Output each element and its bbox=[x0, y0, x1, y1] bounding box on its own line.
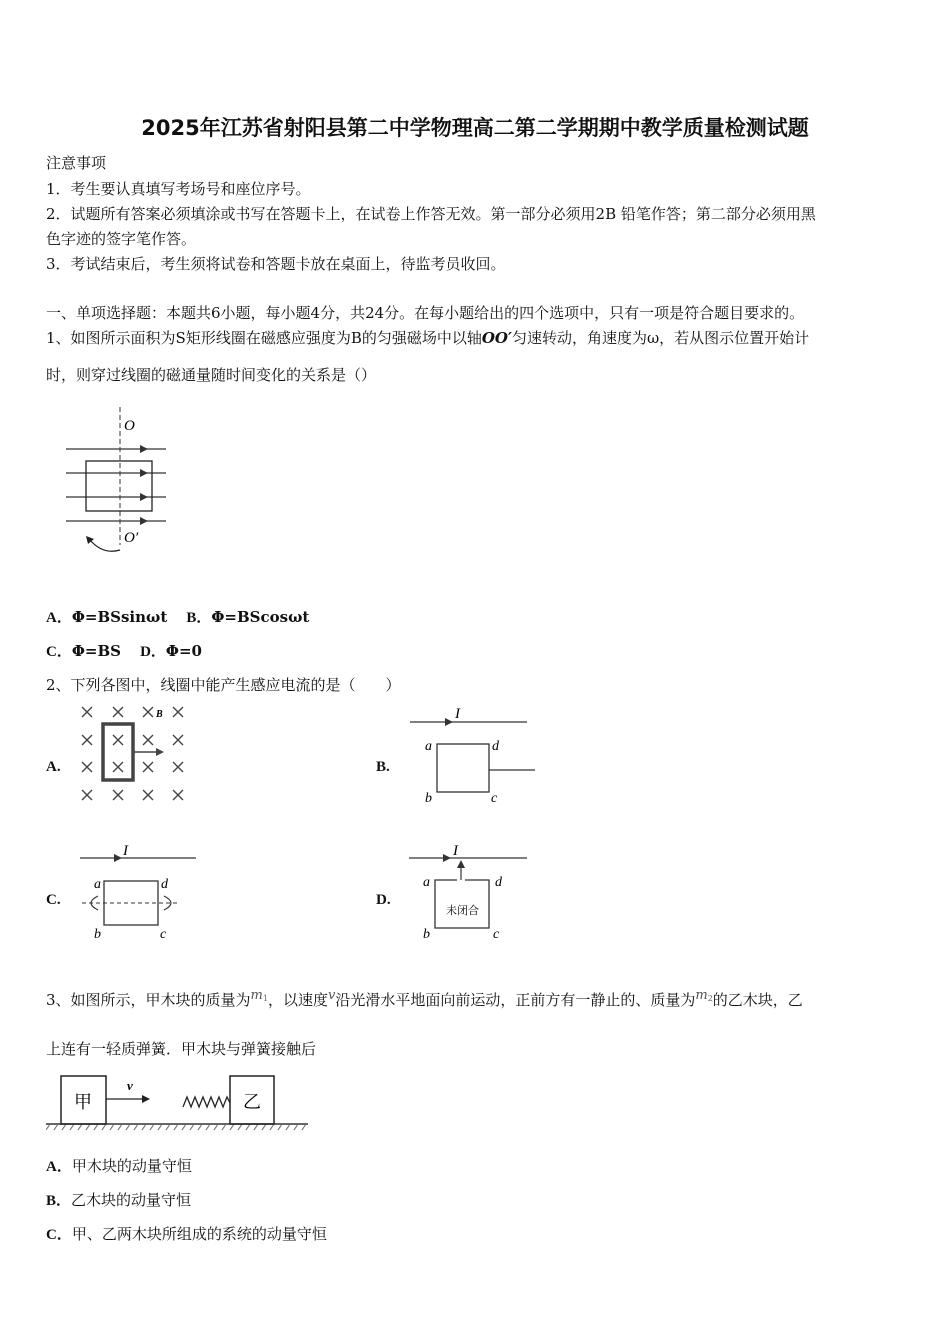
q3-option-b-text: 乙木块的动量守恒 bbox=[71, 1191, 192, 1209]
corner-b: b bbox=[425, 791, 432, 806]
field-arrowheads bbox=[140, 445, 148, 525]
axis-label-bottom: O′ bbox=[124, 530, 139, 546]
q2-option-a-label: A. bbox=[46, 759, 61, 775]
notice-item: 色字迹的签字笔作答。 bbox=[46, 230, 197, 248]
q1-text-b: 匀速转动，角速度为ω，若从图示位置开始计 bbox=[511, 329, 810, 347]
rotation-arrow bbox=[90, 540, 120, 551]
q1-coil-figure bbox=[58, 405, 178, 560]
q1-option-c-label: C． bbox=[46, 644, 72, 660]
corner-a: a bbox=[423, 875, 430, 890]
q1-stem-line2: 时，则穿过线圈的磁通量随时间变化的关系是（） bbox=[46, 366, 377, 384]
ground-hatching bbox=[46, 1124, 306, 1130]
current-label: I bbox=[455, 706, 460, 722]
q2-option-b-label: B. bbox=[376, 759, 390, 775]
q3-stem-line2: 上连有一轻质弹簧．甲木块与弹簧接触后 bbox=[46, 1040, 317, 1058]
q3-option-c-text: 甲、乙两木块所组成的系统的动量守恒 bbox=[71, 1225, 327, 1243]
q3-text-b: ，以速度 bbox=[267, 991, 328, 1009]
q2-option-c-label: C. bbox=[46, 892, 61, 908]
q3-mass1-sub: 1 bbox=[262, 994, 268, 1003]
corner-d: d bbox=[161, 877, 168, 892]
q3-mass1: m bbox=[250, 988, 263, 1003]
q3-option-a-text: 甲木块的动量守恒 bbox=[71, 1157, 192, 1175]
q1-option-b-text: Φ=BScosωt bbox=[211, 608, 310, 626]
velocity-arrowhead bbox=[156, 748, 164, 756]
q3-velocity: v bbox=[327, 988, 336, 1003]
q3-stem-line1 bbox=[46, 988, 803, 1010]
coil-b bbox=[437, 744, 489, 792]
q2-figure-a bbox=[72, 700, 197, 810]
q3-option-a-label: A． bbox=[46, 1159, 72, 1175]
q3-option-b bbox=[46, 1189, 191, 1210]
q2-figure-b bbox=[405, 702, 535, 807]
section-heading: 一、单项选择题：本题共6小题，每小题4分，共24分。在每小题给出的四个选项中，只有一项是符合题目要求的。 bbox=[46, 304, 805, 322]
page-title: 2025年江苏省射阳县第二中学物理高二第二学期期中教学质量检测试题 bbox=[141, 116, 809, 140]
velocity-label: v bbox=[127, 1078, 133, 1093]
corner-a: a bbox=[94, 877, 101, 892]
q2-option-d-label: D. bbox=[376, 892, 391, 908]
q1-stem-line1 bbox=[46, 327, 809, 348]
current-label: I bbox=[453, 843, 458, 859]
notice-heading: 注意事项 bbox=[46, 154, 107, 172]
corner-c: c bbox=[493, 927, 500, 942]
q3-option-c bbox=[46, 1223, 327, 1244]
spring bbox=[183, 1097, 230, 1107]
corner-d: d bbox=[495, 875, 502, 890]
axis-label-top: O bbox=[124, 418, 135, 434]
block-jia-label: 甲 bbox=[74, 1092, 92, 1112]
unclosed-coil bbox=[435, 880, 489, 928]
q1-option-a-label: A． bbox=[46, 610, 72, 626]
corner-c: c bbox=[160, 927, 167, 942]
q3-option-a bbox=[46, 1155, 192, 1176]
q1-option-d-label: D． bbox=[140, 644, 166, 660]
corner-a: a bbox=[425, 739, 432, 754]
q1-axis: OO′ bbox=[481, 329, 512, 347]
q3-text-a: 3、如图所示，甲木块的质量为 bbox=[46, 991, 251, 1009]
q2-stem: 2、下列各图中，线圈中能产生感应电流的是（ ） bbox=[46, 676, 401, 694]
coil-a bbox=[103, 724, 133, 780]
corner-c: c bbox=[491, 791, 498, 806]
q1-text-a: 1、如图所示面积为S矩形线圈在磁感应强度为B的匀强磁场中以轴 bbox=[46, 329, 482, 347]
current-arrowhead bbox=[445, 718, 453, 726]
corner-b: b bbox=[94, 927, 101, 942]
q2-figure-c bbox=[76, 838, 201, 948]
notice-item: 3．考试结束后，考生须将试卷和答题卡放在桌面上，待监考员收回。 bbox=[46, 255, 506, 273]
q3-mass2-sub: 2 bbox=[707, 994, 713, 1003]
q1-option-b-label: B． bbox=[186, 610, 212, 626]
notice-item: 1．考生要认真填写考场号和座位序号。 bbox=[46, 180, 311, 198]
q3-text-d: 的乙木块，乙 bbox=[712, 991, 803, 1009]
lead-arrowhead bbox=[457, 860, 465, 868]
unclosed-label: 未闭合 bbox=[446, 905, 479, 917]
q3-blocks-figure bbox=[46, 1068, 311, 1136]
block-yi-label: 乙 bbox=[243, 1092, 261, 1112]
q2-figure-d bbox=[405, 838, 535, 948]
field-lines bbox=[66, 449, 166, 521]
current-arrowhead bbox=[114, 854, 122, 862]
field-label: B bbox=[156, 709, 163, 720]
q1-options-row1 bbox=[46, 606, 309, 627]
corner-d: d bbox=[492, 739, 499, 754]
velocity-arrowhead bbox=[142, 1095, 150, 1103]
rectangular-coil bbox=[86, 461, 152, 511]
q1-option-c-text: Φ=BS bbox=[71, 642, 121, 660]
q1-option-a-text: Φ=BSsinωt bbox=[71, 608, 168, 626]
current-arrowhead bbox=[443, 854, 451, 862]
q1-option-d-text: Φ=0 bbox=[165, 642, 202, 660]
current-label: I bbox=[123, 843, 128, 859]
q3-option-b-label: B． bbox=[46, 1193, 72, 1209]
q1-options-row2 bbox=[46, 640, 202, 661]
notice-item: 2．试题所有答案必须填涂或书写在答题卡上，在试卷上作答无效。第一部分必须用2B 铅笔作答；第二部分必须用黑 bbox=[46, 205, 816, 223]
q3-option-c-label: C． bbox=[46, 1227, 72, 1243]
q3-mass2: m bbox=[695, 988, 708, 1003]
corner-b: b bbox=[423, 927, 430, 942]
q3-text-c: 沿光滑水平地面向前运动，正前方有一静止的、质量为 bbox=[335, 991, 696, 1009]
